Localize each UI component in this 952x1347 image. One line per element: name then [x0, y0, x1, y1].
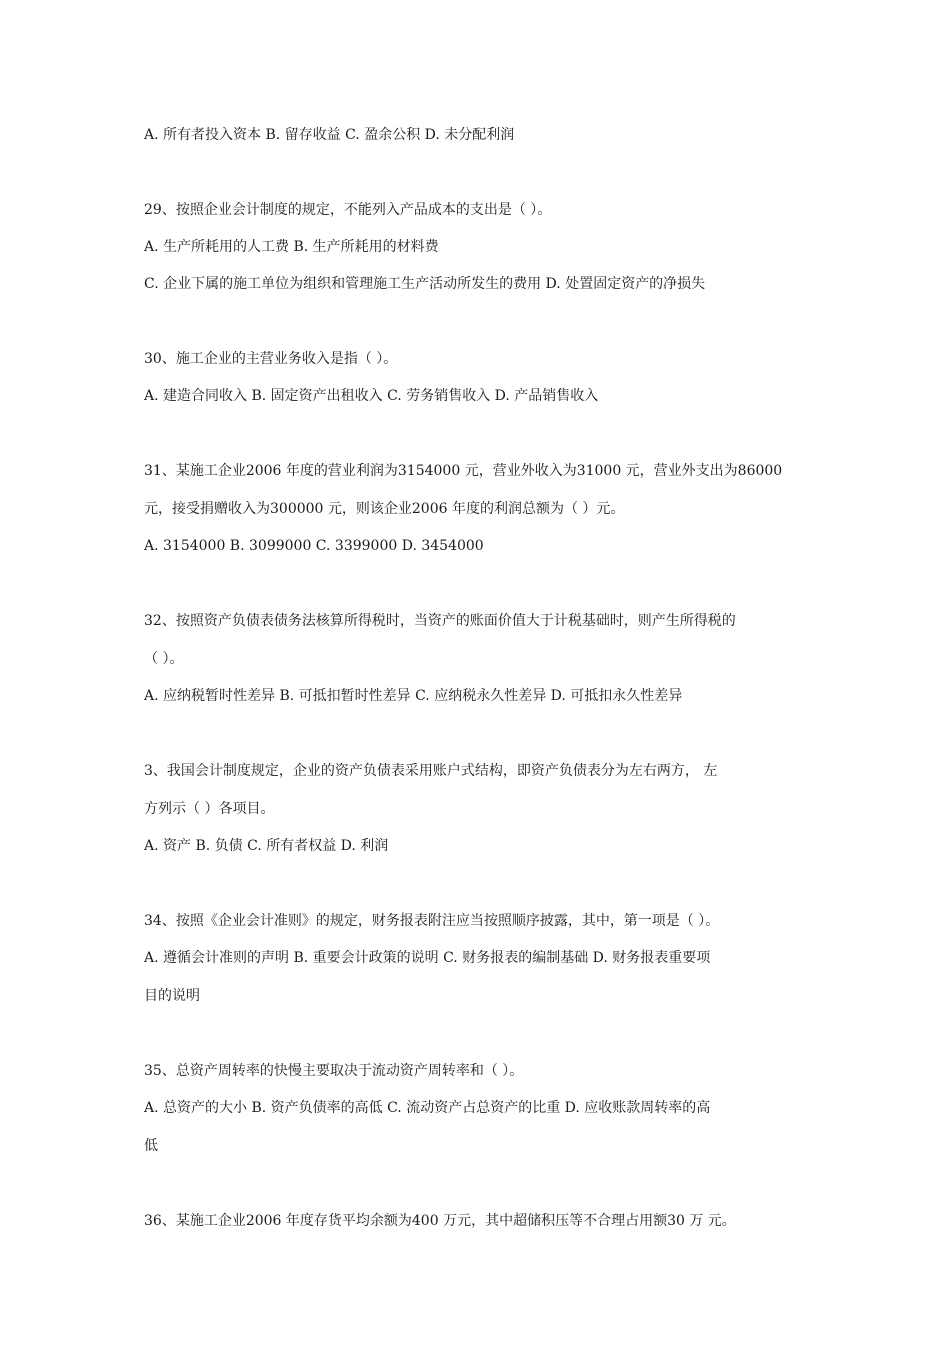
options-q30: A. 建造合同收入 B. 固定资产出租收入 C. 劳务销售收入 D. 产品销售收入	[144, 388, 599, 404]
options-q29-line1: A. 生产所耗用的人工费 B. 生产所耗用的材料费	[144, 239, 439, 255]
question-31-line1: 31、某施工企业2006 年度的营业利润为3154000 元，营业外收入为31000 元，营业外支出为86000	[144, 463, 783, 479]
options-q33: A. 资产 B. 负债 C. 所有者权益 D. 利润	[144, 838, 389, 854]
options-q35-line2: 低	[144, 1138, 158, 1154]
question-32-line1: 32、按照资产负债表债务法核算所得税时，当资产的账面价值大于计税基础时，则产生所得税的	[144, 613, 736, 629]
question-29: 29、按照企业会计制度的规定，不能列入产品成本的支出是（ ）。	[144, 202, 552, 218]
question-34: 34、按照《企业会计准则》的规定，财务报表附注应当按照顺序披露，其中，第一项是（ ）。	[144, 913, 720, 929]
question-35: 35、总资产周转率的快慢主要取决于流动资产周转率和（ ）。	[144, 1063, 524, 1079]
options-q35-line1: A. 总资产的大小 B. 资产负债率的高低 C. 流动资产占总资产的比重 D. 应收账款周转率的高	[144, 1100, 711, 1116]
options-q34-line1: A. 遵循会计准则的声明 B. 重要会计政策的说明 C. 财务报表的编制基础 D. 财务报表重要项	[144, 950, 711, 966]
option-line-q28: A. 所有者投入资本 B. 留存收益 C. 盈余公积 D. 未分配利润	[144, 127, 515, 143]
options-q29-line2: C. 企业下属的施工单位为组织和管理施工生产活动所发生的费用 D. 处置固定资产的净损失	[144, 276, 706, 292]
options-q31: A. 3154000 B. 3099000 C. 3399000 D. 3454000	[144, 538, 484, 554]
options-q32: A. 应纳税暂时性差异 B. 可抵扣暂时性差异 C. 应纳税永久性差异 D. 可抵扣永久性差异	[144, 688, 683, 704]
options-q34-line2: 目的说明	[144, 988, 200, 1004]
question-30: 30、施工企业的主营业务收入是指（ ）。	[144, 351, 398, 367]
question-33-line2: 方列示（ ）各项目。	[144, 801, 275, 817]
question-36: 36、某施工企业2006 年度存货平均余额为400 万元，其中超储积压等不合理占用额30 万 元。	[144, 1213, 736, 1229]
question-33-line1: 3、我国会计制度规定，企业的资产负债表采用账户式结构，即资产负债表分为左右两方， 左	[144, 763, 718, 779]
question-32-line2: （ ）。	[144, 651, 184, 667]
question-31-line2: 元，接受捐赠收入为300000 元，则该企业2006 年度的利润总额为（ ）元。	[144, 501, 625, 517]
